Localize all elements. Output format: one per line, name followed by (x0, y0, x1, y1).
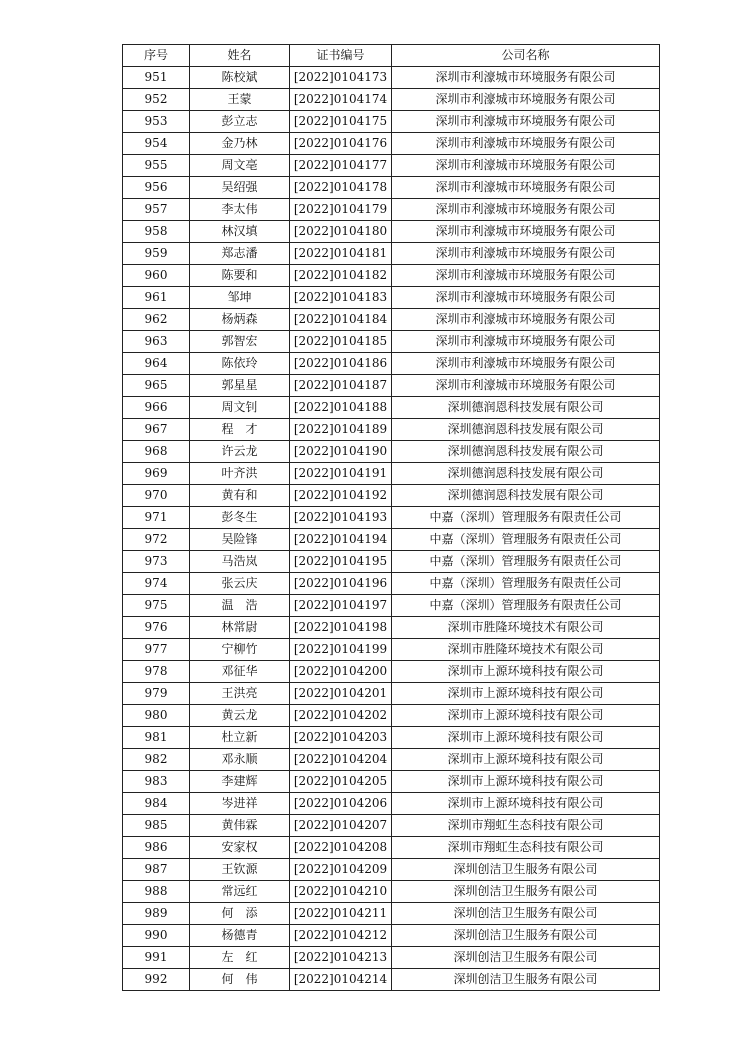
cell-serial-number: 980 (123, 705, 190, 727)
cell-certificate-number: [2022]0104206 (290, 793, 392, 815)
table-row (123, 375, 660, 397)
cell-company-name: 深圳市利濠城市环境服务有限公司 (392, 309, 660, 331)
cell-certificate-number: [2022]0104189 (290, 419, 392, 441)
cell-company-name: 深圳创洁卫生服务有限公司 (392, 859, 660, 881)
cell-certificate-number: [2022]0104180 (290, 221, 392, 243)
cell-company-name: 深圳市上源环境科技有限公司 (392, 793, 660, 815)
header-name: 姓名 (190, 45, 290, 67)
table-row (123, 551, 660, 573)
cell-name: 叶齐洪 (190, 463, 290, 485)
cell-serial-number: 959 (123, 243, 190, 265)
cell-serial-number: 961 (123, 287, 190, 309)
header-company-name: 公司名称 (392, 45, 660, 67)
cell-company-name: 深圳德润恩科技发展有限公司 (392, 441, 660, 463)
cell-company-name: 深圳市利濠城市环境服务有限公司 (392, 155, 660, 177)
cell-company-name: 深圳市上源环境科技有限公司 (392, 683, 660, 705)
cell-name: 郭智宏 (190, 331, 290, 353)
cell-serial-number: 978 (123, 661, 190, 683)
table-row (123, 419, 660, 441)
table-row (123, 617, 660, 639)
cell-name: 安家权 (190, 837, 290, 859)
header-certificate-number: 证书编号 (290, 45, 392, 67)
cell-name: 黄云龙 (190, 705, 290, 727)
cell-name: 岑进祥 (190, 793, 290, 815)
cell-certificate-number: [2022]0104183 (290, 287, 392, 309)
table-row (123, 859, 660, 881)
cell-company-name: 深圳市上源环境科技有限公司 (392, 771, 660, 793)
cell-serial-number: 951 (123, 67, 190, 89)
cell-company-name: 深圳市上源环境科技有限公司 (392, 661, 660, 683)
cell-serial-number: 956 (123, 177, 190, 199)
cell-certificate-number: [2022]0104202 (290, 705, 392, 727)
table-row (123, 133, 660, 155)
cell-name: 邓征华 (190, 661, 290, 683)
table-row (123, 221, 660, 243)
cell-serial-number: 962 (123, 309, 190, 331)
cell-name: 李太伟 (190, 199, 290, 221)
table-row (123, 815, 660, 837)
table-row (123, 683, 660, 705)
cell-certificate-number: [2022]0104203 (290, 727, 392, 749)
cell-certificate-number: [2022]0104213 (290, 947, 392, 969)
cell-company-name: 深圳市利濠城市环境服务有限公司 (392, 353, 660, 375)
table-row (123, 837, 660, 859)
cell-certificate-number: [2022]0104205 (290, 771, 392, 793)
cell-certificate-number: [2022]0104200 (290, 661, 392, 683)
cell-serial-number: 970 (123, 485, 190, 507)
table-row (123, 199, 660, 221)
cell-certificate-number: [2022]0104199 (290, 639, 392, 661)
cell-name: 左 红 (190, 947, 290, 969)
cell-name: 黄有和 (190, 485, 290, 507)
cell-serial-number: 984 (123, 793, 190, 815)
cell-certificate-number: [2022]0104211 (290, 903, 392, 925)
cell-company-name: 深圳市利濠城市环境服务有限公司 (392, 133, 660, 155)
cell-serial-number: 977 (123, 639, 190, 661)
cell-serial-number: 954 (123, 133, 190, 155)
table-row (123, 155, 660, 177)
certificate-table (122, 44, 660, 991)
cell-serial-number: 988 (123, 881, 190, 903)
cell-name: 何 伟 (190, 969, 290, 991)
cell-serial-number: 953 (123, 111, 190, 133)
cell-serial-number: 974 (123, 573, 190, 595)
certificate-table-container (122, 44, 659, 991)
table-row (123, 969, 660, 991)
cell-company-name: 深圳德润恩科技发展有限公司 (392, 419, 660, 441)
table-row (123, 441, 660, 463)
cell-company-name: 中嘉（深圳）管理服务有限责任公司 (392, 573, 660, 595)
table-row (123, 507, 660, 529)
cell-company-name: 深圳市利濠城市环境服务有限公司 (392, 111, 660, 133)
cell-company-name: 中嘉（深圳）管理服务有限责任公司 (392, 551, 660, 573)
cell-certificate-number: [2022]0104214 (290, 969, 392, 991)
cell-serial-number: 968 (123, 441, 190, 463)
table-row (123, 177, 660, 199)
cell-serial-number: 981 (123, 727, 190, 749)
cell-serial-number: 965 (123, 375, 190, 397)
cell-name: 宁柳竹 (190, 639, 290, 661)
cell-company-name: 深圳德润恩科技发展有限公司 (392, 397, 660, 419)
table-row (123, 595, 660, 617)
table-row (123, 705, 660, 727)
table-row (123, 353, 660, 375)
cell-name: 张云庆 (190, 573, 290, 595)
cell-name: 王洪亮 (190, 683, 290, 705)
cell-serial-number: 983 (123, 771, 190, 793)
table-row (123, 749, 660, 771)
cell-certificate-number: [2022]0104204 (290, 749, 392, 771)
cell-name: 常远红 (190, 881, 290, 903)
cell-certificate-number: [2022]0104193 (290, 507, 392, 529)
table-row (123, 397, 660, 419)
cell-certificate-number: [2022]0104190 (290, 441, 392, 463)
cell-certificate-number: [2022]0104182 (290, 265, 392, 287)
cell-company-name: 深圳市利濠城市环境服务有限公司 (392, 375, 660, 397)
cell-serial-number: 957 (123, 199, 190, 221)
table-row (123, 111, 660, 133)
table-row (123, 661, 660, 683)
cell-name: 郭星星 (190, 375, 290, 397)
table-row (123, 529, 660, 551)
cell-serial-number: 992 (123, 969, 190, 991)
cell-company-name: 深圳市上源环境科技有限公司 (392, 705, 660, 727)
table-row (123, 573, 660, 595)
table-row (123, 331, 660, 353)
cell-name: 杨德青 (190, 925, 290, 947)
cell-certificate-number: [2022]0104195 (290, 551, 392, 573)
cell-certificate-number: [2022]0104192 (290, 485, 392, 507)
cell-serial-number: 985 (123, 815, 190, 837)
table-row (123, 89, 660, 111)
cell-name: 陈校斌 (190, 67, 290, 89)
cell-serial-number: 963 (123, 331, 190, 353)
cell-certificate-number: [2022]0104177 (290, 155, 392, 177)
cell-certificate-number: [2022]0104187 (290, 375, 392, 397)
cell-serial-number: 987 (123, 859, 190, 881)
cell-certificate-number: [2022]0104207 (290, 815, 392, 837)
table-row (123, 463, 660, 485)
cell-certificate-number: [2022]0104175 (290, 111, 392, 133)
cell-company-name: 深圳市利濠城市环境服务有限公司 (392, 89, 660, 111)
cell-company-name: 深圳市胜隆环境技术有限公司 (392, 639, 660, 661)
cell-company-name: 深圳市利濠城市环境服务有限公司 (392, 199, 660, 221)
cell-name: 何 添 (190, 903, 290, 925)
cell-company-name: 深圳市胜隆环境技术有限公司 (392, 617, 660, 639)
table-row (123, 287, 660, 309)
cell-serial-number: 960 (123, 265, 190, 287)
cell-serial-number: 952 (123, 89, 190, 111)
cell-certificate-number: [2022]0104191 (290, 463, 392, 485)
cell-company-name: 深圳创洁卫生服务有限公司 (392, 947, 660, 969)
cell-certificate-number: [2022]0104201 (290, 683, 392, 705)
cell-name: 马浩岚 (190, 551, 290, 573)
cell-certificate-number: [2022]0104212 (290, 925, 392, 947)
cell-name: 吴险锋 (190, 529, 290, 551)
table-row (123, 485, 660, 507)
cell-serial-number: 958 (123, 221, 190, 243)
cell-name: 黄伟霖 (190, 815, 290, 837)
header-serial-number: 序号 (123, 45, 190, 67)
cell-company-name: 深圳创洁卫生服务有限公司 (392, 969, 660, 991)
cell-certificate-number: [2022]0104188 (290, 397, 392, 419)
cell-serial-number: 971 (123, 507, 190, 529)
cell-name: 王蒙 (190, 89, 290, 111)
cell-serial-number: 976 (123, 617, 190, 639)
cell-serial-number: 986 (123, 837, 190, 859)
cell-company-name: 深圳市利濠城市环境服务有限公司 (392, 265, 660, 287)
cell-company-name: 深圳市利濠城市环境服务有限公司 (392, 331, 660, 353)
cell-company-name: 中嘉（深圳）管理服务有限责任公司 (392, 529, 660, 551)
cell-serial-number: 969 (123, 463, 190, 485)
cell-serial-number: 991 (123, 947, 190, 969)
cell-serial-number: 966 (123, 397, 190, 419)
cell-name: 邹坤 (190, 287, 290, 309)
cell-company-name: 深圳市利濠城市环境服务有限公司 (392, 221, 660, 243)
cell-company-name: 中嘉（深圳）管理服务有限责任公司 (392, 507, 660, 529)
cell-serial-number: 989 (123, 903, 190, 925)
cell-certificate-number: [2022]0104208 (290, 837, 392, 859)
cell-company-name: 深圳市上源环境科技有限公司 (392, 727, 660, 749)
cell-certificate-number: [2022]0104181 (290, 243, 392, 265)
cell-serial-number: 982 (123, 749, 190, 771)
cell-certificate-number: [2022]0104196 (290, 573, 392, 595)
table-row (123, 727, 660, 749)
table-body (123, 67, 660, 991)
cell-company-name: 深圳德润恩科技发展有限公司 (392, 485, 660, 507)
cell-serial-number: 973 (123, 551, 190, 573)
cell-company-name: 深圳创洁卫生服务有限公司 (392, 903, 660, 925)
cell-serial-number: 955 (123, 155, 190, 177)
cell-name: 温 浩 (190, 595, 290, 617)
cell-name: 杨炳森 (190, 309, 290, 331)
table-row (123, 243, 660, 265)
cell-name: 金乃林 (190, 133, 290, 155)
cell-certificate-number: [2022]0104210 (290, 881, 392, 903)
cell-name: 林常尉 (190, 617, 290, 639)
cell-company-name: 中嘉（深圳）管理服务有限责任公司 (392, 595, 660, 617)
cell-name: 吴绍强 (190, 177, 290, 199)
cell-name: 郑志潘 (190, 243, 290, 265)
cell-certificate-number: [2022]0104198 (290, 617, 392, 639)
cell-name: 周文亳 (190, 155, 290, 177)
cell-certificate-number: [2022]0104178 (290, 177, 392, 199)
cell-name: 陈要和 (190, 265, 290, 287)
table-row (123, 903, 660, 925)
cell-name: 许云龙 (190, 441, 290, 463)
cell-name: 王钦源 (190, 859, 290, 881)
cell-certificate-number: [2022]0104179 (290, 199, 392, 221)
table-row (123, 265, 660, 287)
table-row (123, 881, 660, 903)
cell-certificate-number: [2022]0104184 (290, 309, 392, 331)
cell-company-name: 深圳市利濠城市环境服务有限公司 (392, 287, 660, 309)
cell-name: 彭冬生 (190, 507, 290, 529)
cell-certificate-number: [2022]0104194 (290, 529, 392, 551)
cell-company-name: 深圳德润恩科技发展有限公司 (392, 463, 660, 485)
cell-certificate-number: [2022]0104174 (290, 89, 392, 111)
cell-company-name: 深圳创洁卫生服务有限公司 (392, 925, 660, 947)
cell-certificate-number: [2022]0104186 (290, 353, 392, 375)
cell-certificate-number: [2022]0104209 (290, 859, 392, 881)
cell-name: 林汉填 (190, 221, 290, 243)
cell-serial-number: 979 (123, 683, 190, 705)
table-row (123, 639, 660, 661)
cell-company-name: 深圳市利濠城市环境服务有限公司 (392, 67, 660, 89)
cell-certificate-number: [2022]0104185 (290, 331, 392, 353)
cell-certificate-number: [2022]0104197 (290, 595, 392, 617)
table-row (123, 925, 660, 947)
table-row (123, 793, 660, 815)
cell-serial-number: 975 (123, 595, 190, 617)
table-header-row (123, 45, 660, 67)
cell-serial-number: 967 (123, 419, 190, 441)
cell-company-name: 深圳市翔虹生态科技有限公司 (392, 837, 660, 859)
table-row (123, 771, 660, 793)
cell-certificate-number: [2022]0104176 (290, 133, 392, 155)
cell-name: 程 才 (190, 419, 290, 441)
cell-company-name: 深圳创洁卫生服务有限公司 (392, 881, 660, 903)
cell-company-name: 深圳市利濠城市环境服务有限公司 (392, 177, 660, 199)
cell-serial-number: 990 (123, 925, 190, 947)
cell-name: 周文钊 (190, 397, 290, 419)
cell-serial-number: 972 (123, 529, 190, 551)
cell-company-name: 深圳市利濠城市环境服务有限公司 (392, 243, 660, 265)
table-row (123, 947, 660, 969)
cell-name: 彭立志 (190, 111, 290, 133)
table-row (123, 309, 660, 331)
cell-name: 陈依玲 (190, 353, 290, 375)
cell-name: 李建辉 (190, 771, 290, 793)
cell-company-name: 深圳市上源环境科技有限公司 (392, 749, 660, 771)
cell-serial-number: 964 (123, 353, 190, 375)
cell-certificate-number: [2022]0104173 (290, 67, 392, 89)
cell-name: 杜立新 (190, 727, 290, 749)
table-row (123, 67, 660, 89)
cell-company-name: 深圳市翔虹生态科技有限公司 (392, 815, 660, 837)
cell-name: 邓永顺 (190, 749, 290, 771)
